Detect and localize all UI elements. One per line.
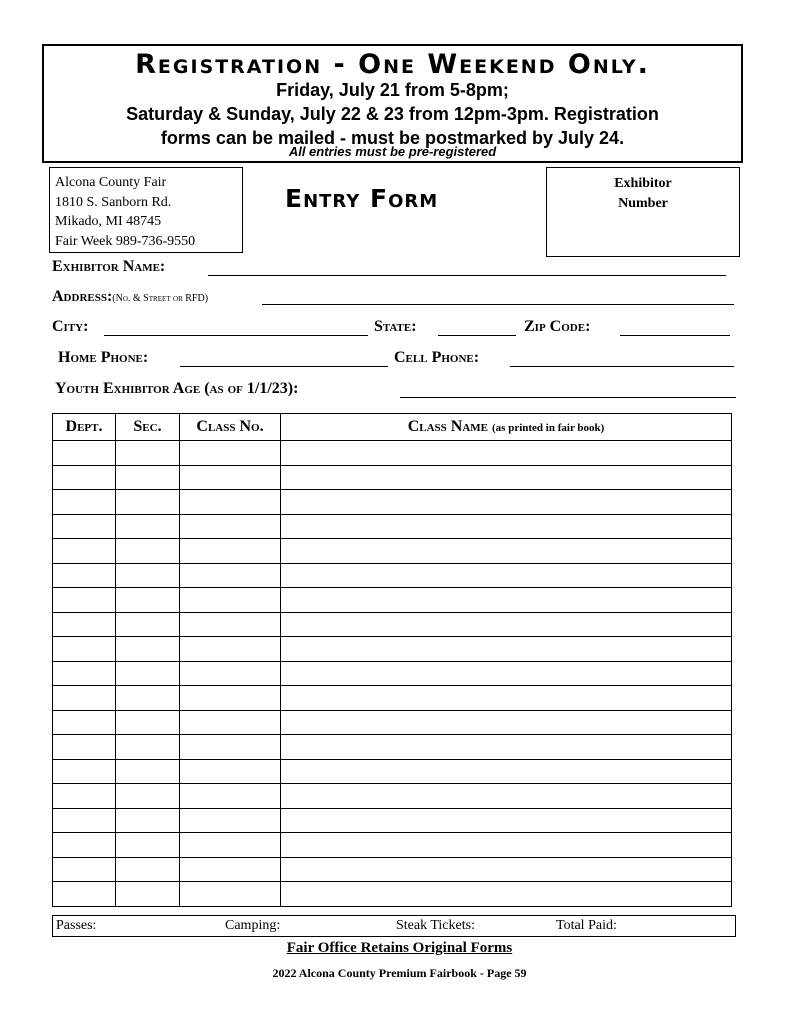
address-label-text: Address: [52, 288, 113, 305]
class-name-cell[interactable] [281, 490, 732, 515]
cell-phone-label: Cell Phone: [394, 349, 480, 366]
table-row [53, 833, 732, 858]
payment-summary-box [52, 915, 736, 937]
table-row [53, 539, 732, 564]
class-no-cell[interactable] [180, 686, 281, 711]
camping-label: Camping: [225, 918, 281, 933]
sec-cell[interactable] [116, 759, 180, 784]
registration-banner [42, 44, 743, 163]
table-row [53, 686, 732, 711]
sec-cell[interactable] [116, 808, 180, 833]
sec-cell[interactable] [116, 882, 180, 907]
city-field[interactable] [104, 335, 368, 336]
sec-cell[interactable] [116, 857, 180, 882]
class-no-cell[interactable] [180, 465, 281, 490]
table-row [53, 637, 732, 662]
sec-cell[interactable] [116, 465, 180, 490]
class-no-header: Class No. [180, 414, 281, 441]
table-row [53, 735, 732, 760]
fair-phone: Fair Week 989-736-9550 [55, 233, 196, 249]
dept-cell[interactable] [53, 857, 116, 882]
class-no-cell[interactable] [180, 808, 281, 833]
class-name-cell[interactable] [281, 686, 732, 711]
dept-cell[interactable] [53, 735, 116, 760]
table-row [53, 882, 732, 907]
sec-cell[interactable] [116, 588, 180, 613]
exhibitor-number-box[interactable] [546, 167, 740, 257]
zip-field[interactable] [620, 335, 730, 336]
class-no-cell[interactable] [180, 661, 281, 686]
dept-cell[interactable] [53, 563, 116, 588]
sec-cell[interactable] [116, 735, 180, 760]
class-name-label: Class Name [407, 418, 489, 435]
address-field[interactable] [262, 304, 734, 305]
class-name-cell[interactable] [281, 759, 732, 784]
class-name-cell[interactable] [281, 710, 732, 735]
class-no-cell[interactable] [180, 441, 281, 466]
banner-line-friday: Friday, July 21 from 5-8pm; [276, 80, 509, 100]
dept-cell[interactable] [53, 686, 116, 711]
state-field[interactable] [438, 335, 516, 336]
address-label [52, 288, 208, 306]
class-no-cell[interactable] [180, 784, 281, 809]
table-row [53, 588, 732, 613]
class-no-cell[interactable] [180, 563, 281, 588]
sec-cell[interactable] [116, 514, 180, 539]
class-no-cell[interactable] [180, 882, 281, 907]
class-name-cell[interactable] [281, 882, 732, 907]
class-name-cell[interactable] [281, 514, 732, 539]
dept-header: Dept. [53, 414, 116, 441]
steak-tickets-label: Steak Tickets: [396, 918, 475, 933]
dept-cell[interactable] [53, 759, 116, 784]
fair-street: 1810 S. Sanborn Rd. [55, 194, 172, 210]
sec-cell[interactable] [116, 490, 180, 515]
fair-address-box [49, 167, 243, 253]
dept-cell[interactable] [53, 833, 116, 858]
home-phone-label: Home Phone: [58, 349, 149, 366]
table-row [53, 759, 732, 784]
sec-cell[interactable] [116, 784, 180, 809]
table-row [53, 465, 732, 490]
exhibitor-number-label-2: Number [618, 196, 668, 211]
class-no-cell[interactable] [180, 588, 281, 613]
banner-note: All entries must be pre-registered [288, 144, 497, 159]
address-hint: (No. & Street or RFD) [112, 293, 209, 304]
sec-cell[interactable] [116, 710, 180, 735]
form-title: Entry Form [285, 184, 439, 213]
sec-cell[interactable] [116, 637, 180, 662]
class-no-cell[interactable] [180, 514, 281, 539]
class-name-cell[interactable] [281, 784, 732, 809]
class-no-cell[interactable] [180, 710, 281, 735]
class-name-hint: (as printed in fair book) [492, 422, 605, 434]
table-row [53, 612, 732, 637]
class-no-cell[interactable] [180, 637, 281, 662]
entry-table [52, 413, 732, 907]
dept-cell[interactable] [53, 588, 116, 613]
sec-cell[interactable] [116, 539, 180, 564]
banner-line-weekend: Saturday & Sunday, July 22 & 23 from 12pm-3pm. Registration [126, 104, 659, 124]
dept-cell[interactable] [53, 710, 116, 735]
table-row [53, 808, 732, 833]
class-name-cell[interactable] [281, 612, 732, 637]
class-no-cell[interactable] [180, 759, 281, 784]
class-name-cell[interactable] [281, 441, 732, 466]
class-name-cell[interactable] [281, 637, 732, 662]
youth-age-label: Youth Exhibitor Age (as of 1/1/23): [55, 380, 299, 397]
class-name-cell[interactable] [281, 588, 732, 613]
exhibitor-number-label-1: Exhibitor [614, 176, 672, 191]
class-name-cell[interactable] [281, 808, 732, 833]
class-name-cell[interactable] [281, 539, 732, 564]
class-name-header [281, 414, 732, 441]
sec-cell[interactable] [116, 686, 180, 711]
page-footer: 2022 Alcona County Premium Fairbook - Page 59 [272, 966, 527, 980]
table-row [53, 490, 732, 515]
dept-cell[interactable] [53, 465, 116, 490]
youth-age-field[interactable] [400, 397, 736, 398]
dept-cell[interactable] [53, 808, 116, 833]
dept-cell[interactable] [53, 612, 116, 637]
total-paid-label: Total Paid: [556, 918, 617, 933]
class-no-cell[interactable] [180, 490, 281, 515]
dept-cell[interactable] [53, 514, 116, 539]
table-row [53, 563, 732, 588]
table-row [53, 661, 732, 686]
sec-cell[interactable] [116, 441, 180, 466]
class-no-cell[interactable] [180, 735, 281, 760]
banner-line-mail: forms can be mailed - must be postmarked by July 24. [160, 128, 625, 148]
state-label: State: [374, 318, 417, 335]
class-name-cell[interactable] [281, 661, 732, 686]
home-phone-field[interactable] [180, 366, 388, 367]
retains-notice: Fair Office Retains Original Forms [286, 940, 513, 956]
table-row [53, 441, 732, 466]
dept-cell[interactable] [53, 882, 116, 907]
sec-header: Sec. [116, 414, 180, 441]
class-no-cell[interactable] [180, 612, 281, 637]
sec-cell[interactable] [116, 612, 180, 637]
table-row [53, 514, 732, 539]
cell-phone-field[interactable] [510, 366, 734, 367]
dept-cell[interactable] [53, 784, 116, 809]
class-no-cell[interactable] [180, 857, 281, 882]
sec-cell[interactable] [116, 563, 180, 588]
dept-cell[interactable] [53, 661, 116, 686]
class-no-cell[interactable] [180, 539, 281, 564]
sec-cell[interactable] [116, 833, 180, 858]
passes-label: Passes: [56, 918, 97, 933]
fair-name: Alcona County Fair [55, 175, 167, 190]
class-name-cell[interactable] [281, 833, 732, 858]
dept-cell[interactable] [53, 441, 116, 466]
class-name-cell[interactable] [281, 735, 732, 760]
zip-label: Zip Code: [524, 318, 591, 335]
dept-cell[interactable] [53, 637, 116, 662]
table-row [53, 710, 732, 735]
city-label: City: [52, 318, 89, 335]
class-name-cell[interactable] [281, 563, 732, 588]
sec-cell[interactable] [116, 661, 180, 686]
exhibitor-name-field[interactable] [208, 275, 726, 276]
class-name-cell[interactable] [281, 857, 732, 882]
class-no-cell[interactable] [180, 833, 281, 858]
table-row [53, 784, 732, 809]
fair-city: Mikado, MI 48745 [55, 214, 162, 229]
table-row [53, 857, 732, 882]
dept-cell[interactable] [53, 490, 116, 515]
banner-title: Registration - One Weekend Only. [135, 49, 650, 80]
entry-rows [53, 441, 732, 907]
dept-cell[interactable] [53, 539, 116, 564]
exhibitor-name-label: Exhibitor Name: [52, 258, 166, 275]
class-name-cell[interactable] [281, 465, 732, 490]
